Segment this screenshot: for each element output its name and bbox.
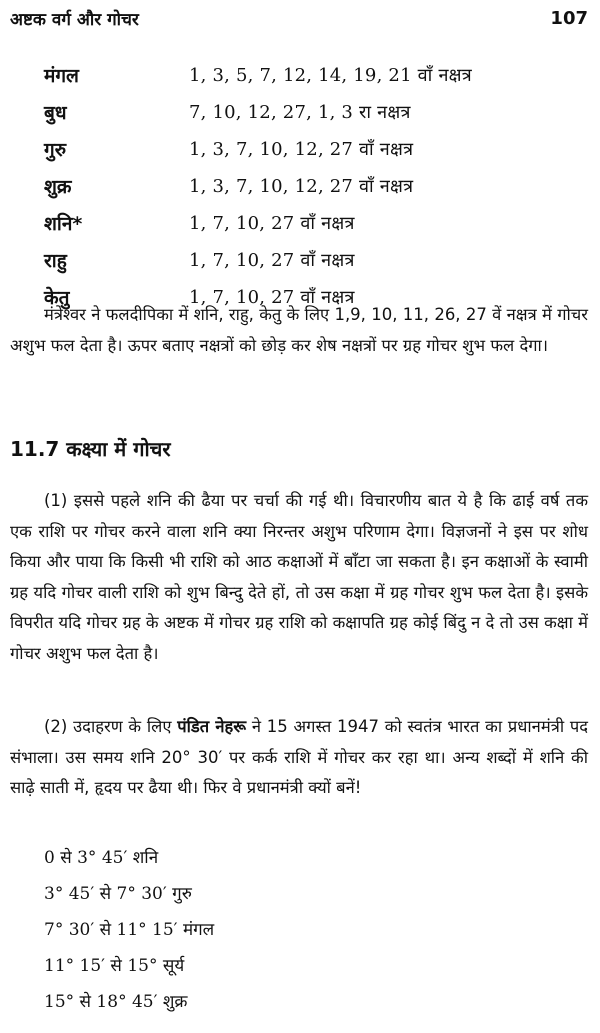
planet-name: बुध <box>44 101 67 124</box>
list-item: 3° 45′ से 7° 30′ गुरु <box>44 883 192 904</box>
nakshatra-values: 1, 7, 10, 27 वाँ नक्षत्र <box>189 249 355 271</box>
nakshatra-values: 1, 7, 10, 27 वाँ नक्षत्र <box>189 212 355 234</box>
planet-name: शनि* <box>44 212 83 235</box>
list-item: 11° 15′ से 15° सूर्य <box>44 955 185 976</box>
list-item: 15° से 18° 45′ शुक्र <box>44 991 188 1012</box>
planet-name: केतु <box>44 286 70 309</box>
paragraph-text: (2) उदाहरण के लिए <box>44 717 178 736</box>
degree-list <box>44 838 214 1018</box>
planet-name: शुक्र <box>44 175 72 198</box>
nakshatra-values: 1, 3, 7, 10, 12, 27 वाँ नक्षत्र <box>189 175 414 197</box>
planet-name: गुरु <box>44 138 67 161</box>
nakshatra-values: 1, 7, 10, 27 वाँ नक्षत्र <box>189 286 355 308</box>
running-title: अष्टक वर्ग और गोचर <box>10 9 139 30</box>
table-row <box>44 130 584 167</box>
nakshatra-values: 1, 3, 7, 10, 12, 27 वाँ नक्षत्र <box>189 138 414 160</box>
section-heading: 11.7 कक्ष्या में गोचर <box>10 437 171 461</box>
paragraph-1 <box>10 486 588 669</box>
planet-name: राहु <box>44 249 67 272</box>
page-header <box>10 4 588 32</box>
page-number: 107 <box>550 7 588 29</box>
nakshatra-values: 7, 10, 12, 27, 1, 3 रा नक्षत्र <box>189 101 411 123</box>
paragraph-mantreshwar <box>10 300 588 361</box>
paragraph-text: मंत्रेश्वर ने फलदीपिका में शनि, राहु, केतु के लिए 1,9, 10, 11, 26, 27 वें नक्षत्र में गोचर अशुभ फल देता है। ऊपर बताए नक्षत्रों को छोड़ कर शेष नक्षत्रों पर ग्रह गोचर शुभ फल देगा। <box>10 305 588 355</box>
paragraph-text: ने 15 अगस्त 1947 को स्वतंत्र भारत का प्रधानमंत्री पद संभाला। उस समय शनि 20° 30′ पर कर्क राशि में गोचर कर रहा था। अन्य शब्दों में शनि की साढ़े साती में, हृदय पर ढैया थी। फिर वे प्रधानमंत्री क्यों बनें! <box>10 717 588 797</box>
bold-name: पंडित नेहरू <box>177 717 247 736</box>
planet-name: मंगल <box>44 64 79 87</box>
table-row <box>44 204 584 241</box>
nakshatra-table <box>44 56 584 315</box>
list-item: 7° 30′ से 11° 15′ मंगल <box>44 919 215 940</box>
list-item: 0 से 3° 45′ शनि <box>44 847 159 868</box>
table-row <box>44 241 584 278</box>
paragraph-text: (1) इससे पहले शनि की ढैया पर चर्चा की गई थी। विचारणीय बात ये है कि ढाई वर्ष तक एक राशि पर गोचर करने वाला शनि क्या निरन्तर अशुभ परिणाम देगा। विज्ञजनों ने इस पर शोध किया और पाया कि किसी भी राशि को आठ कक्षाओं में बाँटा जा सकता है। इन कक्षाओं के स्वामी ग्रह यदि गोचर वाली राशि को शुभ बिन्दु देते हों, तो उस कक्षा में ग्रह गोचर शुभ फल देता है। इसके विपरीत यदि गोचर ग्रह के अष्टक में गोचर ग्रह राशि को कक्षापति ग्रह कोई बिंदु न दे तो उस कक्षा में गोचर अशुभ फल देता है। <box>10 491 588 663</box>
table-row <box>44 167 584 204</box>
nakshatra-values: 1, 3, 5, 7, 12, 14, 19, 21 वाँ नक्षत्र <box>189 64 472 86</box>
table-row <box>44 93 584 130</box>
table-row <box>44 56 584 93</box>
paragraph-2 <box>10 712 588 804</box>
